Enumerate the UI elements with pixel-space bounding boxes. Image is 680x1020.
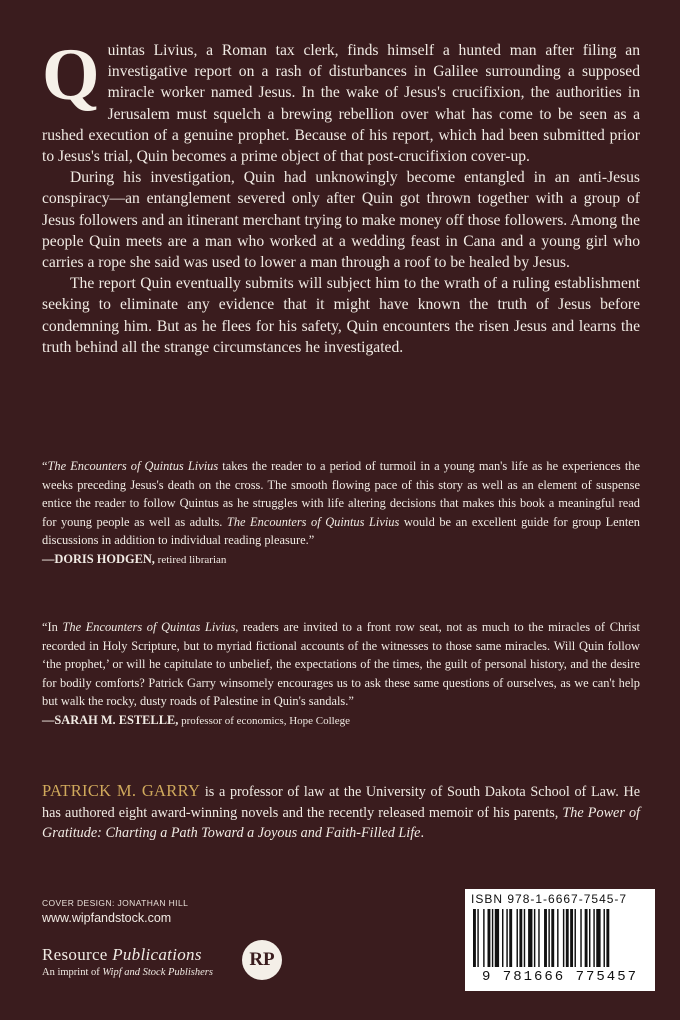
publisher-imprint: An imprint of Wipf and Stock Publishers bbox=[42, 967, 213, 978]
blurb-paragraph-1 bbox=[42, 34, 640, 167]
barcode-bar bbox=[506, 909, 507, 967]
barcode-bar bbox=[566, 909, 569, 967]
barcode-bar bbox=[580, 909, 581, 967]
publisher-logo-text bbox=[42, 945, 213, 978]
book-title: The Encounters of Quintas Livius bbox=[62, 620, 236, 634]
reviewer-role: professor of economics, Hope College bbox=[178, 714, 351, 727]
barcode-bar bbox=[551, 909, 554, 967]
rp-logo-icon: RP bbox=[242, 940, 282, 980]
review-quote: “The Encounters of Quintus Livius takes the reader to a period of turmoil in a young man's life as he experiences the weeks preceding Jesus's death on the cross. The smooth flowing pace of this story as well as an element of suspense entice the reader to follow Quintus as he struggles with life altering decisions that makes this book a meaningful read for young people as well as adults. The Encounters of Quintus Livius would be an excellent guide for group Lenten discussions in addition to individual reading pleasure.” bbox=[42, 459, 640, 548]
book-title: The Encounters of Quintus Livius bbox=[226, 514, 400, 529]
barcode-bar bbox=[483, 909, 484, 967]
memoir-title: The Power of Gratitude: Charting a Path Toward a Joyous and Faith-Filled Life bbox=[42, 804, 641, 841]
isbn-label: ISBN 978-1-6667-7545-7 bbox=[471, 892, 628, 906]
barcode-bar bbox=[585, 909, 588, 967]
credits bbox=[42, 898, 188, 925]
barcode-bar bbox=[528, 909, 532, 967]
barcode-bar bbox=[534, 909, 535, 967]
barcode-bar bbox=[495, 909, 499, 967]
review-attribution bbox=[42, 550, 640, 570]
barcode-bar bbox=[488, 909, 491, 967]
barcode-bar bbox=[473, 909, 476, 967]
barcode-bar bbox=[502, 909, 503, 967]
barcode-bar bbox=[563, 909, 564, 967]
drop-cap: Q bbox=[42, 34, 100, 116]
reviewer-name: —SARAH M. ESTELLE, bbox=[42, 712, 179, 727]
blurb-paragraph-2: During his investigation, Quin had unknowingly become entangled in an anti-Jesus conspiracy—an entanglement severed only after Quin got thrown together with a group of Jesus followers and an itinerant merchant trying to make money off those followers. Among the people Quin meets are a man who worked at a wedding feast in Cana and a young girl who carries a rope she said was used to lower a man through a roof to be healed by Jesus. bbox=[42, 169, 640, 272]
barcode-bar bbox=[517, 909, 518, 967]
review-doris-hodgen bbox=[42, 457, 640, 570]
reviewer-role: retired librarian bbox=[154, 553, 227, 566]
book-title: The Encounters of Quintus Livius bbox=[47, 459, 219, 473]
reviewer-name: —DORIS HODGEN, bbox=[42, 551, 155, 566]
barcode-bar bbox=[557, 909, 558, 967]
barcode-bar bbox=[519, 909, 522, 967]
publisher-website: www.wipfandstock.com bbox=[42, 911, 172, 925]
barcode-bar bbox=[604, 909, 605, 967]
barcode-bar bbox=[509, 909, 512, 967]
barcode-bar bbox=[575, 909, 576, 967]
barcode-bar bbox=[538, 909, 539, 967]
barcode-bar bbox=[544, 909, 547, 967]
barcode-bar bbox=[570, 909, 573, 967]
review-attribution bbox=[42, 711, 640, 731]
barcode-bar bbox=[593, 909, 594, 967]
barcode-bar bbox=[477, 909, 478, 967]
barcode-bar bbox=[596, 909, 600, 967]
barcode-bar bbox=[548, 909, 549, 967]
barcode-bar bbox=[524, 909, 525, 967]
review-sarah-estelle bbox=[42, 618, 640, 731]
review-quote: “In The Encounters of Quintas Livius, readers are invited to a front row seat, not as much to the miracles of Christ recorded in Holy Scripture, but to myriad fictional accounts of the witnesses to those same miracles. Will Quin follow ‘the prophet,’ or will he capitulate to unbelief, the expectations of the times, the guilt of personal history, and the desire for bodily comforts? Patrick Garry winsomely encourages us to ask these same questions of ourselves, as we can't help but walk the rocky, dusty roads of Palestine in Quin's sandals.” bbox=[42, 620, 640, 709]
barcode-icon bbox=[473, 909, 647, 967]
barcode-bar bbox=[606, 909, 609, 967]
author-bio: PATRICK M. GARRY is a professor of law at the University of South Dakota School of Law. He has authored eight award-winning novels and the recently released memoir of his parents, The Power of Gratitude: Charting a Path Toward a Joyous and Faith-Filled Life. bbox=[42, 781, 641, 841]
author-name: PATRICK M. GARRY bbox=[42, 781, 201, 800]
back-cover-blurb bbox=[42, 34, 640, 358]
publisher-name: Resource Publications bbox=[42, 945, 202, 964]
barcode-digits: 9 781666 775457 bbox=[481, 969, 639, 985]
blurb-text-1: uintas Livius, a Roman tax clerk, finds himself a hunted man after filing an investigative report on a rash of disturbances in Galilee surrounding a supposed miracle worker named Jesus. In the wake of Jesus's crucifixion, the authorities in Jerusalem must squelch a brewing rebellion over what has come to be seen as a rushed execution of a genuine prophet. Because of his report, which had been submitted prior to Jesus's trial, Quin becomes a prime object of that post-crucifixion cover-up. bbox=[42, 42, 640, 166]
blurb-paragraph-3: The report Quin eventually submits will subject him to the wrath of a ruling establishment seeking to eliminate any evidence that it might have known the truth of Jesus before condemning him. But as he flees for his safety, Quin encounters the risen Jesus and learns the truth behind all the strange circumstances he investigated. bbox=[42, 275, 640, 356]
barcode-bar bbox=[492, 909, 493, 967]
cover-design-credit: COVER DESIGN: JONATHAN HILL bbox=[42, 898, 189, 908]
barcode-bar bbox=[589, 909, 590, 967]
isbn-barcode bbox=[465, 889, 655, 991]
